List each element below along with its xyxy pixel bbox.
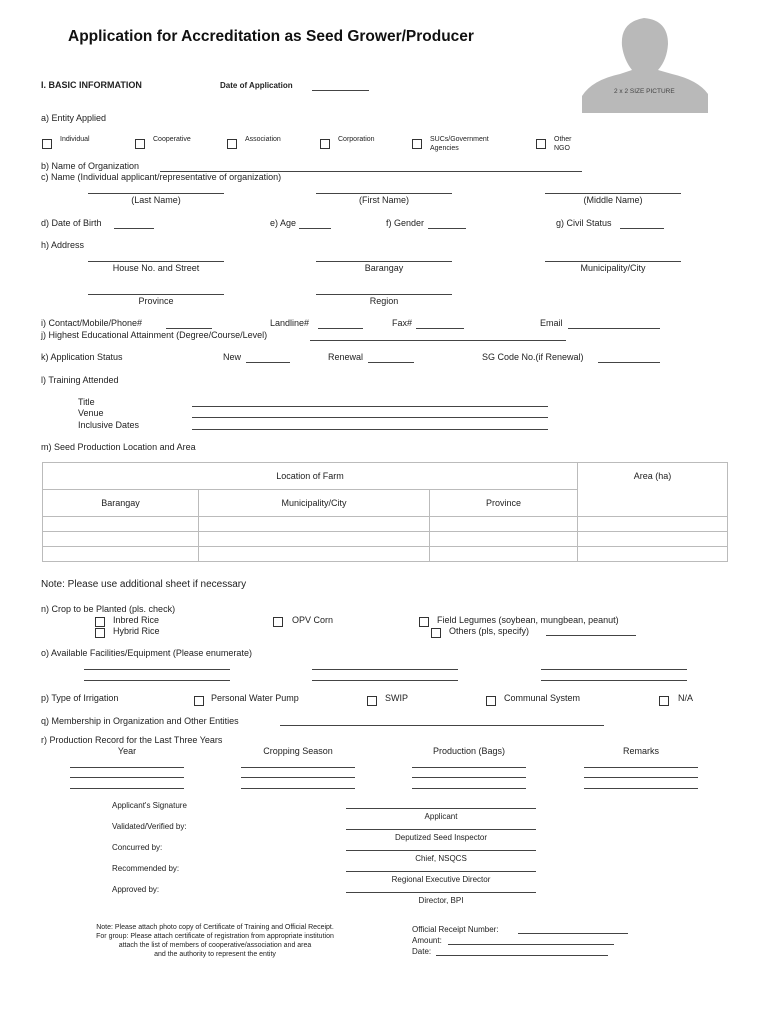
record-field[interactable]	[70, 767, 184, 768]
barangay-header: Barangay	[43, 490, 199, 517]
middle-name-field[interactable]	[545, 193, 681, 194]
other-label: Other	[554, 136, 572, 143]
dob-field[interactable]	[114, 228, 154, 229]
receipt-number-label: Official Receipt Number:	[412, 925, 499, 934]
field-legumes-checkbox[interactable]	[419, 617, 429, 627]
middle-name-caption: (Middle Name)	[583, 195, 643, 205]
signature-line[interactable]	[346, 850, 536, 851]
hybrid-rice-checkbox[interactable]	[95, 628, 105, 638]
fax-field[interactable]	[416, 328, 464, 329]
signature-line[interactable]	[346, 871, 536, 872]
receipt-date-field[interactable]	[436, 955, 608, 956]
approved-by-label: Approved by:	[112, 885, 160, 894]
photo-placeholder	[582, 8, 708, 113]
person-silhouette-icon	[582, 8, 708, 113]
amount-label: Amount:	[412, 936, 442, 945]
record-field[interactable]	[412, 788, 526, 789]
inspector-caption: Deputized Seed Inspector	[394, 833, 488, 842]
red-caption: Regional Executive Director	[391, 875, 491, 884]
section-heading: I. BASIC INFORMATION	[41, 80, 142, 90]
age-field[interactable]	[299, 228, 331, 229]
region-field[interactable]	[316, 294, 452, 295]
production-header: Production (Bags)	[432, 746, 506, 756]
agencies-label: Agencies	[430, 145, 459, 152]
corporation-checkbox[interactable]	[320, 139, 330, 149]
amount-field[interactable]	[448, 944, 614, 945]
receipt-number-field[interactable]	[518, 933, 628, 934]
cooperative-label: Cooperative	[153, 136, 191, 143]
age-label: e) Age	[270, 218, 297, 228]
applicant-name-label: c) Name (Individual applicant/representative of organization)	[41, 172, 282, 182]
table-cell[interactable]	[199, 547, 430, 562]
signature-line[interactable]	[346, 808, 536, 809]
training-venue-label: Venue	[78, 408, 104, 418]
training-label: l) Training Attended	[41, 375, 119, 385]
table-cell[interactable]	[578, 547, 728, 562]
email-label: Email	[540, 318, 563, 328]
photo-label: 2 x 2 SIZE PICTURE	[614, 88, 675, 95]
opv-corn-checkbox[interactable]	[273, 617, 283, 627]
province-header: Province	[430, 490, 578, 517]
table-cell[interactable]	[578, 532, 728, 547]
footer-note-line: and the authority to represent the entity	[154, 951, 276, 958]
water-pump-checkbox[interactable]	[194, 696, 204, 706]
na-checkbox[interactable]	[659, 696, 669, 706]
first-name-caption: (First Name)	[359, 195, 409, 205]
municipality-header: Municipality/City	[199, 490, 430, 517]
province-caption: Province	[138, 296, 174, 306]
signature-line[interactable]	[346, 829, 536, 830]
province-field[interactable]	[88, 294, 224, 295]
applicant-caption: Applicant	[424, 812, 458, 821]
civil-status-label: g) Civil Status	[556, 218, 612, 228]
record-field[interactable]	[241, 788, 355, 789]
house-caption: House No. and Street	[112, 263, 200, 273]
table-cell[interactable]	[43, 517, 199, 532]
nsqcs-caption: Chief, NSQCS	[415, 854, 467, 863]
date-of-application-field[interactable]	[312, 90, 369, 91]
water-pump-label: Personal Water Pump	[211, 693, 299, 703]
facility-field[interactable]	[541, 669, 687, 670]
renewal-label: Renewal	[328, 352, 364, 362]
others-field[interactable]	[546, 635, 636, 636]
farm-location-table	[42, 462, 728, 562]
sg-code-label: SG Code No.(if Renewal)	[482, 352, 584, 362]
facility-field[interactable]	[312, 669, 458, 670]
civil-status-field[interactable]	[620, 228, 664, 229]
record-field[interactable]	[412, 777, 526, 778]
record-field[interactable]	[412, 767, 526, 768]
table-cell[interactable]	[43, 547, 199, 562]
signature-line[interactable]	[346, 892, 536, 893]
house-field[interactable]	[88, 261, 224, 262]
gender-field[interactable]	[428, 228, 466, 229]
landline-field[interactable]	[318, 328, 363, 329]
other-ngo-checkbox[interactable]	[536, 139, 546, 149]
cropping-season-header: Cropping Season	[263, 746, 333, 756]
others-checkbox[interactable]	[431, 628, 441, 638]
communal-label: Communal System	[504, 693, 581, 703]
email-field[interactable]	[568, 328, 660, 329]
address-label: h) Address	[41, 240, 85, 250]
table-cell[interactable]	[430, 517, 578, 532]
table-cell[interactable]	[43, 532, 199, 547]
table-cell[interactable]	[430, 532, 578, 547]
farm-location-label: m) Seed Production Location and Area	[41, 442, 196, 452]
swip-label: SWIP	[385, 693, 409, 703]
education-label: j) Highest Educational Attainment (Degree/Course/Level)	[41, 330, 268, 340]
first-name-field[interactable]	[316, 193, 452, 194]
irrigation-label: p) Type of Irrigation	[41, 693, 119, 703]
field-legumes-label: Field Legumes (soybean, mungbean, peanut)	[437, 615, 619, 625]
inbred-rice-checkbox[interactable]	[95, 617, 105, 627]
location-of-farm-header: Location of Farm	[43, 463, 578, 490]
opv-corn-label: OPV Corn	[292, 615, 334, 625]
year-header: Year	[117, 746, 137, 756]
municipality-caption: Municipality/City	[580, 263, 646, 273]
region-caption: Region	[369, 296, 399, 306]
sg-code-field[interactable]	[598, 362, 660, 363]
table-cell[interactable]	[430, 547, 578, 562]
facilities-label: o) Available Facilities/Equipment (Please enumerate)	[41, 648, 252, 658]
training-venue-field[interactable]	[192, 417, 548, 418]
record-field[interactable]	[584, 767, 698, 768]
table-cell[interactable]	[578, 517, 728, 532]
crop-label: n) Crop to be Planted (pls. check)	[41, 604, 176, 614]
barangay-field[interactable]	[316, 261, 452, 262]
footer-note-line: For group: Please attach certificate of registration from appropriate institution	[96, 933, 334, 940]
additional-sheet-note: Note: Please use additional sheet if necessary	[41, 579, 247, 590]
individual-checkbox[interactable]	[42, 139, 52, 149]
inbred-rice-label: Inbred Rice	[113, 615, 160, 625]
membership-label: q) Membership in Organization and Other Entities	[41, 716, 239, 726]
facility-field[interactable]	[312, 680, 458, 681]
training-dates-label: Inclusive Dates	[78, 420, 140, 430]
facility-field[interactable]	[84, 680, 230, 681]
last-name-caption: (Last Name)	[131, 195, 181, 205]
renewal-field[interactable]	[368, 362, 414, 363]
last-name-field[interactable]	[88, 193, 224, 194]
sucs-government-label: SUCs/Government	[430, 136, 489, 143]
facility-field[interactable]	[84, 669, 230, 670]
contact-label: i) Contact/Mobile/Phone#	[41, 318, 143, 328]
record-field[interactable]	[70, 788, 184, 789]
applicant-signature-label: Applicant's Signature	[112, 801, 187, 810]
association-label: Association	[245, 136, 281, 143]
education-field[interactable]	[310, 340, 566, 341]
communal-checkbox[interactable]	[486, 696, 496, 706]
table-cell[interactable]	[199, 532, 430, 547]
recommended-by-label: Recommended by:	[112, 864, 180, 873]
fax-label: Fax#	[392, 318, 413, 328]
footer-note-line: Note: Please attach photo copy of Certificate of Training and Official Receipt.	[96, 924, 334, 931]
individual-label: Individual	[60, 136, 90, 143]
table-row	[43, 547, 728, 562]
new-label: New	[223, 352, 242, 362]
date-of-application-label: Date of Application	[220, 81, 293, 90]
entity-applied-label: a) Entity Applied	[41, 113, 107, 123]
training-title-field[interactable]	[192, 406, 548, 407]
association-checkbox[interactable]	[227, 139, 237, 149]
corporation-label: Corporation	[338, 136, 375, 143]
facility-field[interactable]	[541, 680, 687, 681]
contact-field[interactable]	[166, 328, 212, 329]
production-record-label: r) Production Record for the Last Three Years	[41, 735, 223, 745]
swip-checkbox[interactable]	[367, 696, 377, 706]
record-field[interactable]	[584, 777, 698, 778]
barangay-caption: Barangay	[364, 263, 404, 273]
record-field[interactable]	[584, 788, 698, 789]
dob-label: d) Date of Birth	[41, 218, 102, 228]
membership-field[interactable]	[280, 725, 604, 726]
gender-label: f) Gender	[386, 218, 425, 228]
table-row	[43, 517, 728, 532]
na-label: N/A	[678, 693, 694, 703]
record-field[interactable]	[241, 777, 355, 778]
application-status-label: k) Application Status	[41, 352, 123, 362]
hybrid-rice-label: Hybrid Rice	[113, 626, 160, 636]
area-header: Area (ha)	[578, 463, 728, 517]
concurred-by-label: Concurred by:	[112, 843, 163, 852]
receipt-date-label: Date:	[412, 947, 432, 956]
footer-note-line: attach the list of members of cooperative/association and area	[118, 942, 312, 949]
sucs-government-checkbox[interactable]	[412, 139, 422, 149]
validated-by-label: Validated/Verified by:	[112, 822, 187, 831]
table-row	[43, 532, 728, 547]
bpi-caption: Director, BPI	[418, 896, 464, 905]
record-field[interactable]	[241, 767, 355, 768]
cooperative-checkbox[interactable]	[135, 139, 145, 149]
training-title-label: Title	[78, 397, 95, 407]
form-title: Application for Accreditation as Seed Grower/Producer	[68, 28, 474, 45]
ngo-label: NGO	[554, 145, 570, 152]
municipality-field[interactable]	[545, 261, 681, 262]
remarks-header: Remarks	[622, 746, 659, 756]
table-cell[interactable]	[199, 517, 430, 532]
others-label: Others (pls, specify)	[449, 626, 530, 636]
org-name-label: b) Name of Organization	[41, 161, 140, 171]
landline-label: Landline#	[270, 318, 310, 328]
new-field[interactable]	[246, 362, 290, 363]
training-dates-field[interactable]	[192, 429, 548, 430]
record-field[interactable]	[70, 777, 184, 778]
